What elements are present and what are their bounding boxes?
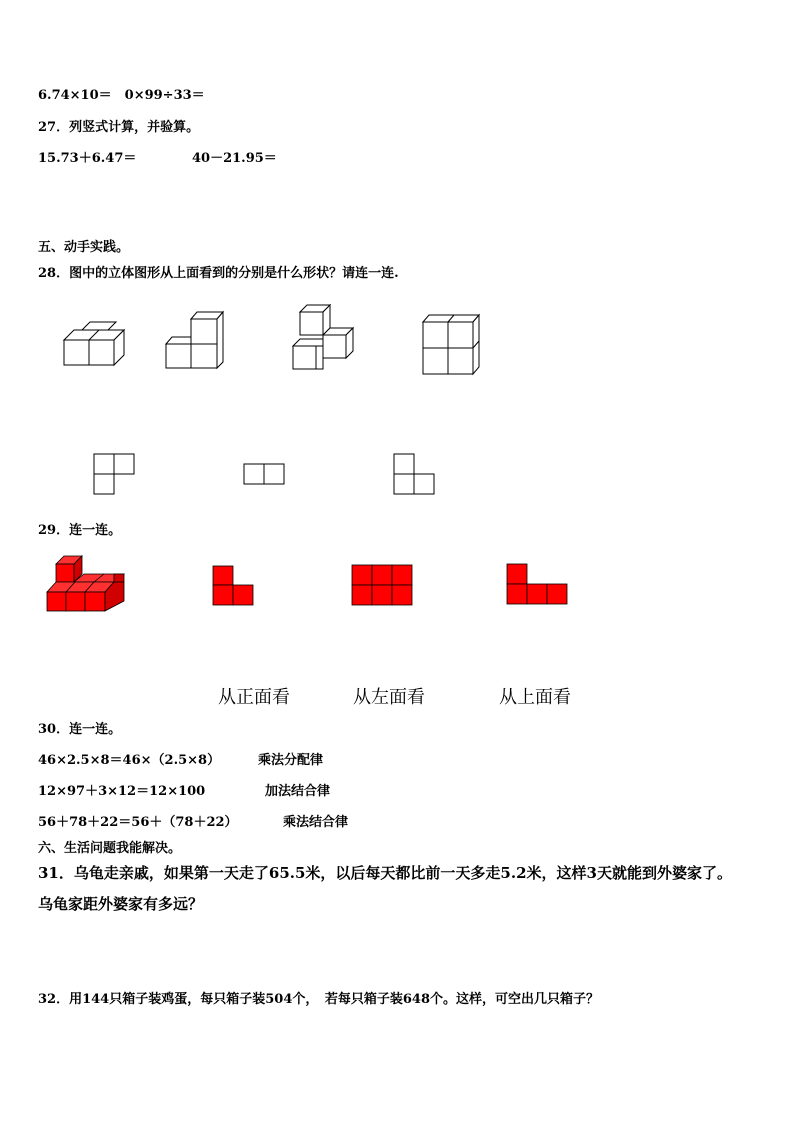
q30-row3-right: 乘法结合律 — [283, 815, 349, 830]
q28-view-2 — [243, 463, 287, 487]
q31-line-1: 31．乌龟走亲戚，如果第一天走了65.5米，以后每天都比前一天多走5.2米，这样3天就能到外婆家了。 — [38, 864, 732, 882]
q29-view-b — [351, 564, 415, 608]
q29-view-a — [212, 565, 256, 607]
q28-solid-3 — [290, 302, 356, 372]
section-6-heading: 六、生活问题我能解决。 — [38, 841, 182, 856]
q27-prompt: 27．列竖式计算，并验算。 — [38, 120, 200, 135]
q29-prompt: 29．连一连。 — [38, 523, 122, 538]
q26-line: 6.74×10＝ 0×99÷33＝ — [38, 88, 205, 103]
q30-row1-right: 乘法分配律 — [258, 753, 324, 768]
q31-line-2: 乌龟家距外婆家有多远？ — [38, 895, 204, 913]
q29-label-top: 从上面看 — [499, 687, 571, 708]
q30-row3-left: 56＋78＋22＝56＋（78＋22） — [38, 815, 238, 830]
q30-prompt: 30．连一连。 — [38, 722, 122, 737]
q30-row1-left: 46×2.5×8＝46×（2.5×8） — [38, 753, 221, 768]
q28-prompt: 28．图中的立体图形从上面看到的分别是什么形状？请连一连. — [38, 266, 399, 281]
q29-red-solid — [44, 554, 128, 614]
q28-solid-4 — [420, 312, 484, 378]
q28-view-3 — [393, 453, 437, 497]
q28-solid-2 — [164, 308, 228, 372]
q29-view-c — [506, 563, 570, 607]
q27-expr-b: 40－21.95＝ — [192, 151, 277, 166]
q29-label-left: 从左面看 — [353, 687, 425, 708]
q28-view-1 — [93, 453, 137, 497]
section-5-heading: 五、动手实践。 — [38, 240, 130, 255]
q28-solid-1 — [60, 318, 130, 370]
q30-row2-right: 加法结合律 — [265, 784, 331, 799]
q29-label-front: 从正面看 — [218, 687, 290, 708]
q30-row2-left: 12×97＋3×12＝12×100 — [38, 784, 206, 799]
q32-prompt: 32．用144只箱子装鸡蛋，每只箱子装504个， 若每只箱子装648个。这样，可空出几只箱子？ — [38, 992, 600, 1007]
q27-expr-a: 15.73＋6.47＝ — [38, 151, 137, 166]
